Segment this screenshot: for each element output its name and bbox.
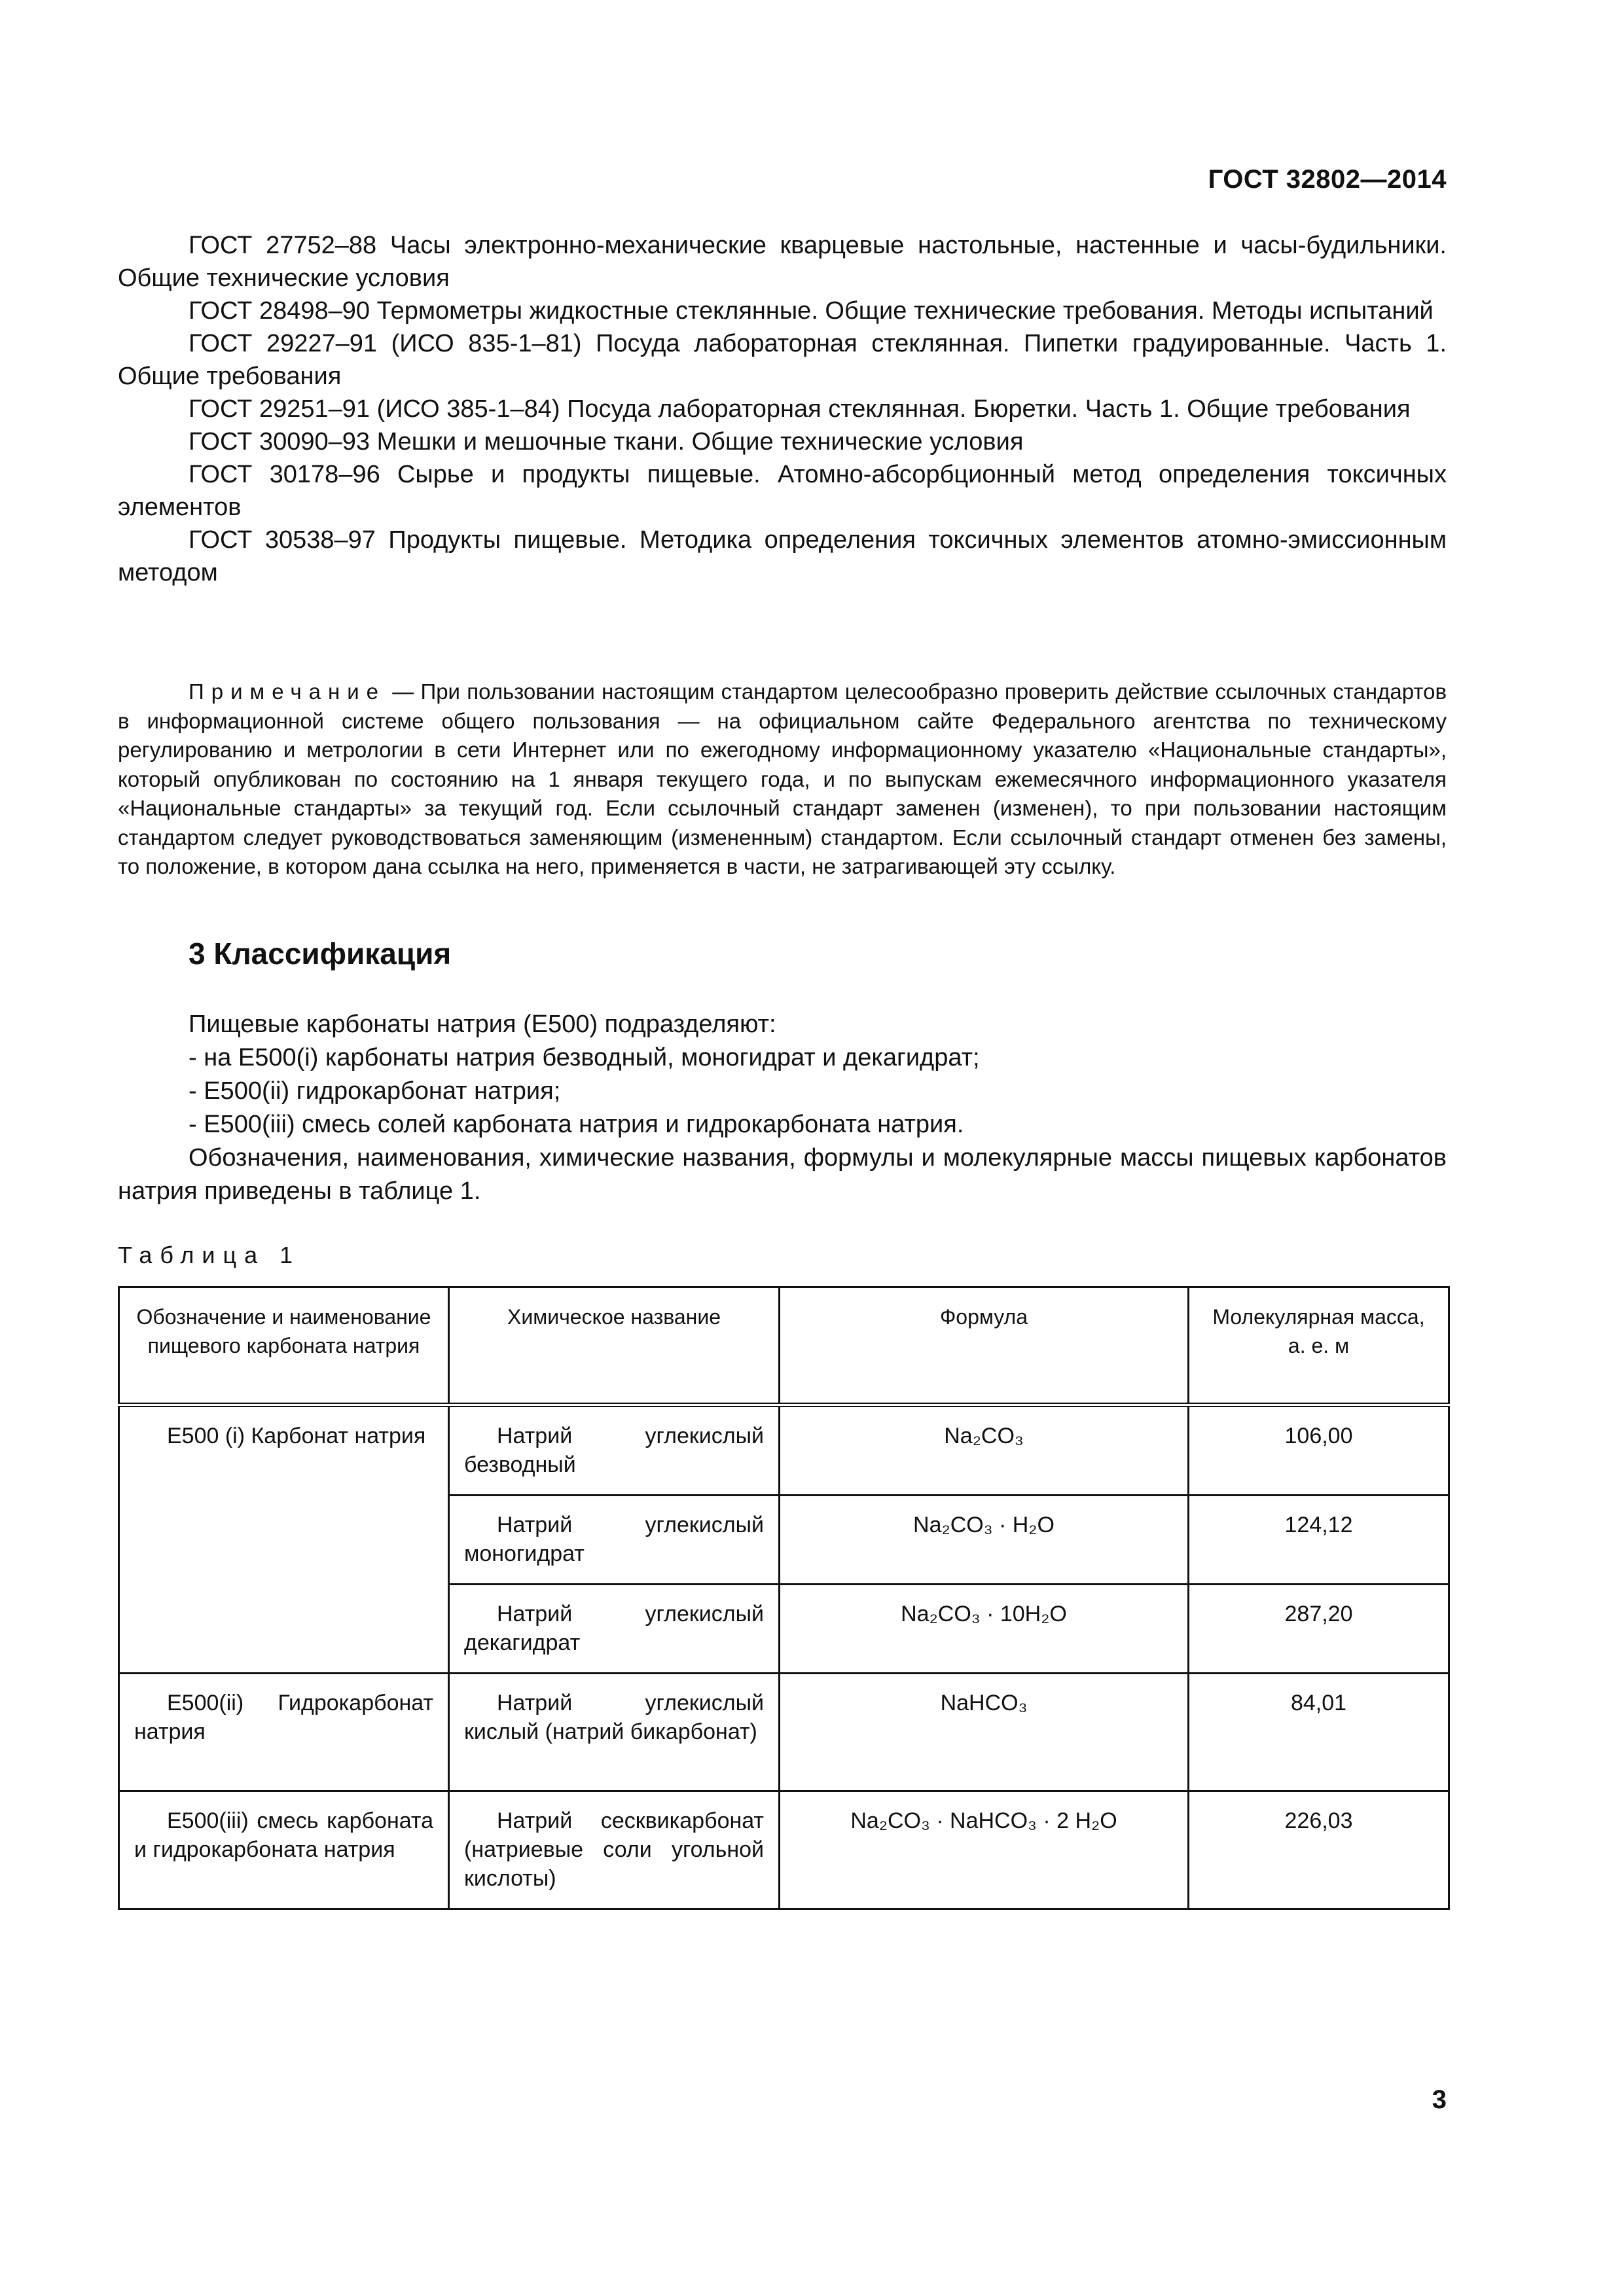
table-caption: Таблица 1 [118, 1242, 301, 1268]
note-label: Примечание [189, 679, 386, 704]
classification-paragraph: Обозначения, наименования, химические названия, формулы и молекулярные массы пищевых карбонатов натрия приведены в таблице 1. [118, 1144, 1447, 1205]
reference-item: ГОСТ 30538–97 Продукты пищевые. Методика определения токсичных элементов атомно-эмиссионным методом [118, 526, 1447, 586]
mass-cell: 226,03 [1189, 1791, 1449, 1909]
formula-cell: Na₂CO₃ · NaHCO₃ · 2 H₂O [780, 1791, 1189, 1909]
reference-item: ГОСТ 29227–91 (ИСО 835-1–81) Посуда лабораторная стеклянная. Пипетки градуированные. Часть 1. Общие требования [118, 330, 1447, 390]
note [118, 677, 1447, 882]
reference-item: ГОСТ 27752–88 Часы электронно-механические кварцевые настольные, настенные и часы-будильники. Общие технические условия [118, 232, 1447, 292]
formula-cell: NaHCO₃ [780, 1674, 1189, 1791]
classification-item: - Е500(ii) гидрокарбонат натрия; [189, 1077, 561, 1105]
formula-cell: Na₂CO₃ · 10H₂O [780, 1585, 1189, 1674]
header-designation: Обозначение и наименование пищевого карбоната натрия [119, 1287, 449, 1405]
classification-item: - на Е500(i) карбонаты натрия безводный, моногидрат и декагидрат; [189, 1044, 980, 1071]
formula-cell: Na₂CO₃ [780, 1405, 1189, 1496]
page-number: 3 [1432, 2085, 1447, 2114]
header-chemical-name: Химическое название [449, 1287, 780, 1405]
mass-cell: 124,12 [1189, 1496, 1449, 1585]
chemical-name-cell: Натрий углекислый моногидрат [449, 1496, 780, 1585]
header-formula: Формула [780, 1287, 1189, 1405]
normative-references [118, 229, 1447, 589]
table-row [119, 1791, 1449, 1909]
mass-cell: 84,01 [1189, 1674, 1449, 1791]
reference-item: ГОСТ 29251–91 (ИСО 385-1–84) Посуда лабораторная стеклянная. Бюретки. Часть 1. Общие требования [189, 395, 1411, 423]
chemical-name-cell: Натрий углекислый кислый (натрий бикарбонат) [449, 1674, 780, 1791]
classification-intro: Пищевые карбонаты натрия (Е500) подразделяют: [189, 1011, 776, 1038]
designation-cell: Е500(ii) Гидрокарбонат натрия [119, 1674, 449, 1791]
table-header-row [119, 1287, 1449, 1405]
designation-cell: Е500(iii) смесь карбоната и гидрокарбоната натрия [119, 1791, 449, 1909]
reference-item: ГОСТ 30090–93 Мешки и мешочные ткани. Общие технические условия [189, 428, 1024, 456]
note-text: — При пользовании настоящим стандартом целесообразно проверить действие ссылочных стандартов в информационной системе общего пользования — на официальном сайте Федерального агентства по техническому регулированию и метрологии в сети Интернет или по ежегодному информационному указателю «Национальные стандарты», который опубликован по состоянию на 1 января текущего года, и по выпускам ежемесячного информационного указателя «Национальные стандарты» за текущий год. Если ссылочный стандарт заменен (изменен), то при пользовании настоящим стандартом следует руководствоваться заменяющим (измененным) стандартом. Если ссылочный стандарт отменен без замены, то положение, в котором дана ссылка на него, применяется в части, не затрагивающей эту ссылку. [118, 679, 1447, 878]
header-mass: Молекулярная масса, а. е. м [1189, 1287, 1449, 1405]
section-title: 3 Классификация [189, 937, 452, 971]
chemical-name-cell: Натрий углекислый безводный [449, 1405, 780, 1496]
mass-cell: 287,20 [1189, 1585, 1449, 1674]
chemical-name-cell: Натрий сесквикарбонат (натриевые соли угольной кислоты) [449, 1791, 780, 1909]
carbonates-table [118, 1286, 1450, 1910]
designation-cell: Е500 (i) Карбонат натрия [119, 1405, 449, 1674]
mass-cell: 106,00 [1189, 1405, 1449, 1496]
chemical-name-cell: Натрий углекислый декагидрат [449, 1585, 780, 1674]
reference-item: ГОСТ 30178–96 Сырье и продукты пищевые. Атомно-абсорбционный метод определения токсичных элементов [118, 461, 1447, 521]
formula-cell: Na₂CO₃ · H₂O [780, 1496, 1189, 1585]
table-row [119, 1405, 1449, 1496]
classification-item: - Е500(iii) смесь солей карбоната натрия и гидрокарбоната натрия. [189, 1111, 964, 1138]
reference-item: ГОСТ 28498–90 Термометры жидкостные стеклянные. Общие технические требования. Методы испытаний [189, 297, 1434, 325]
document-code: ГОСТ 32802—2014 [1208, 165, 1447, 194]
table-row [119, 1674, 1449, 1791]
classification-text [118, 1008, 1447, 1208]
